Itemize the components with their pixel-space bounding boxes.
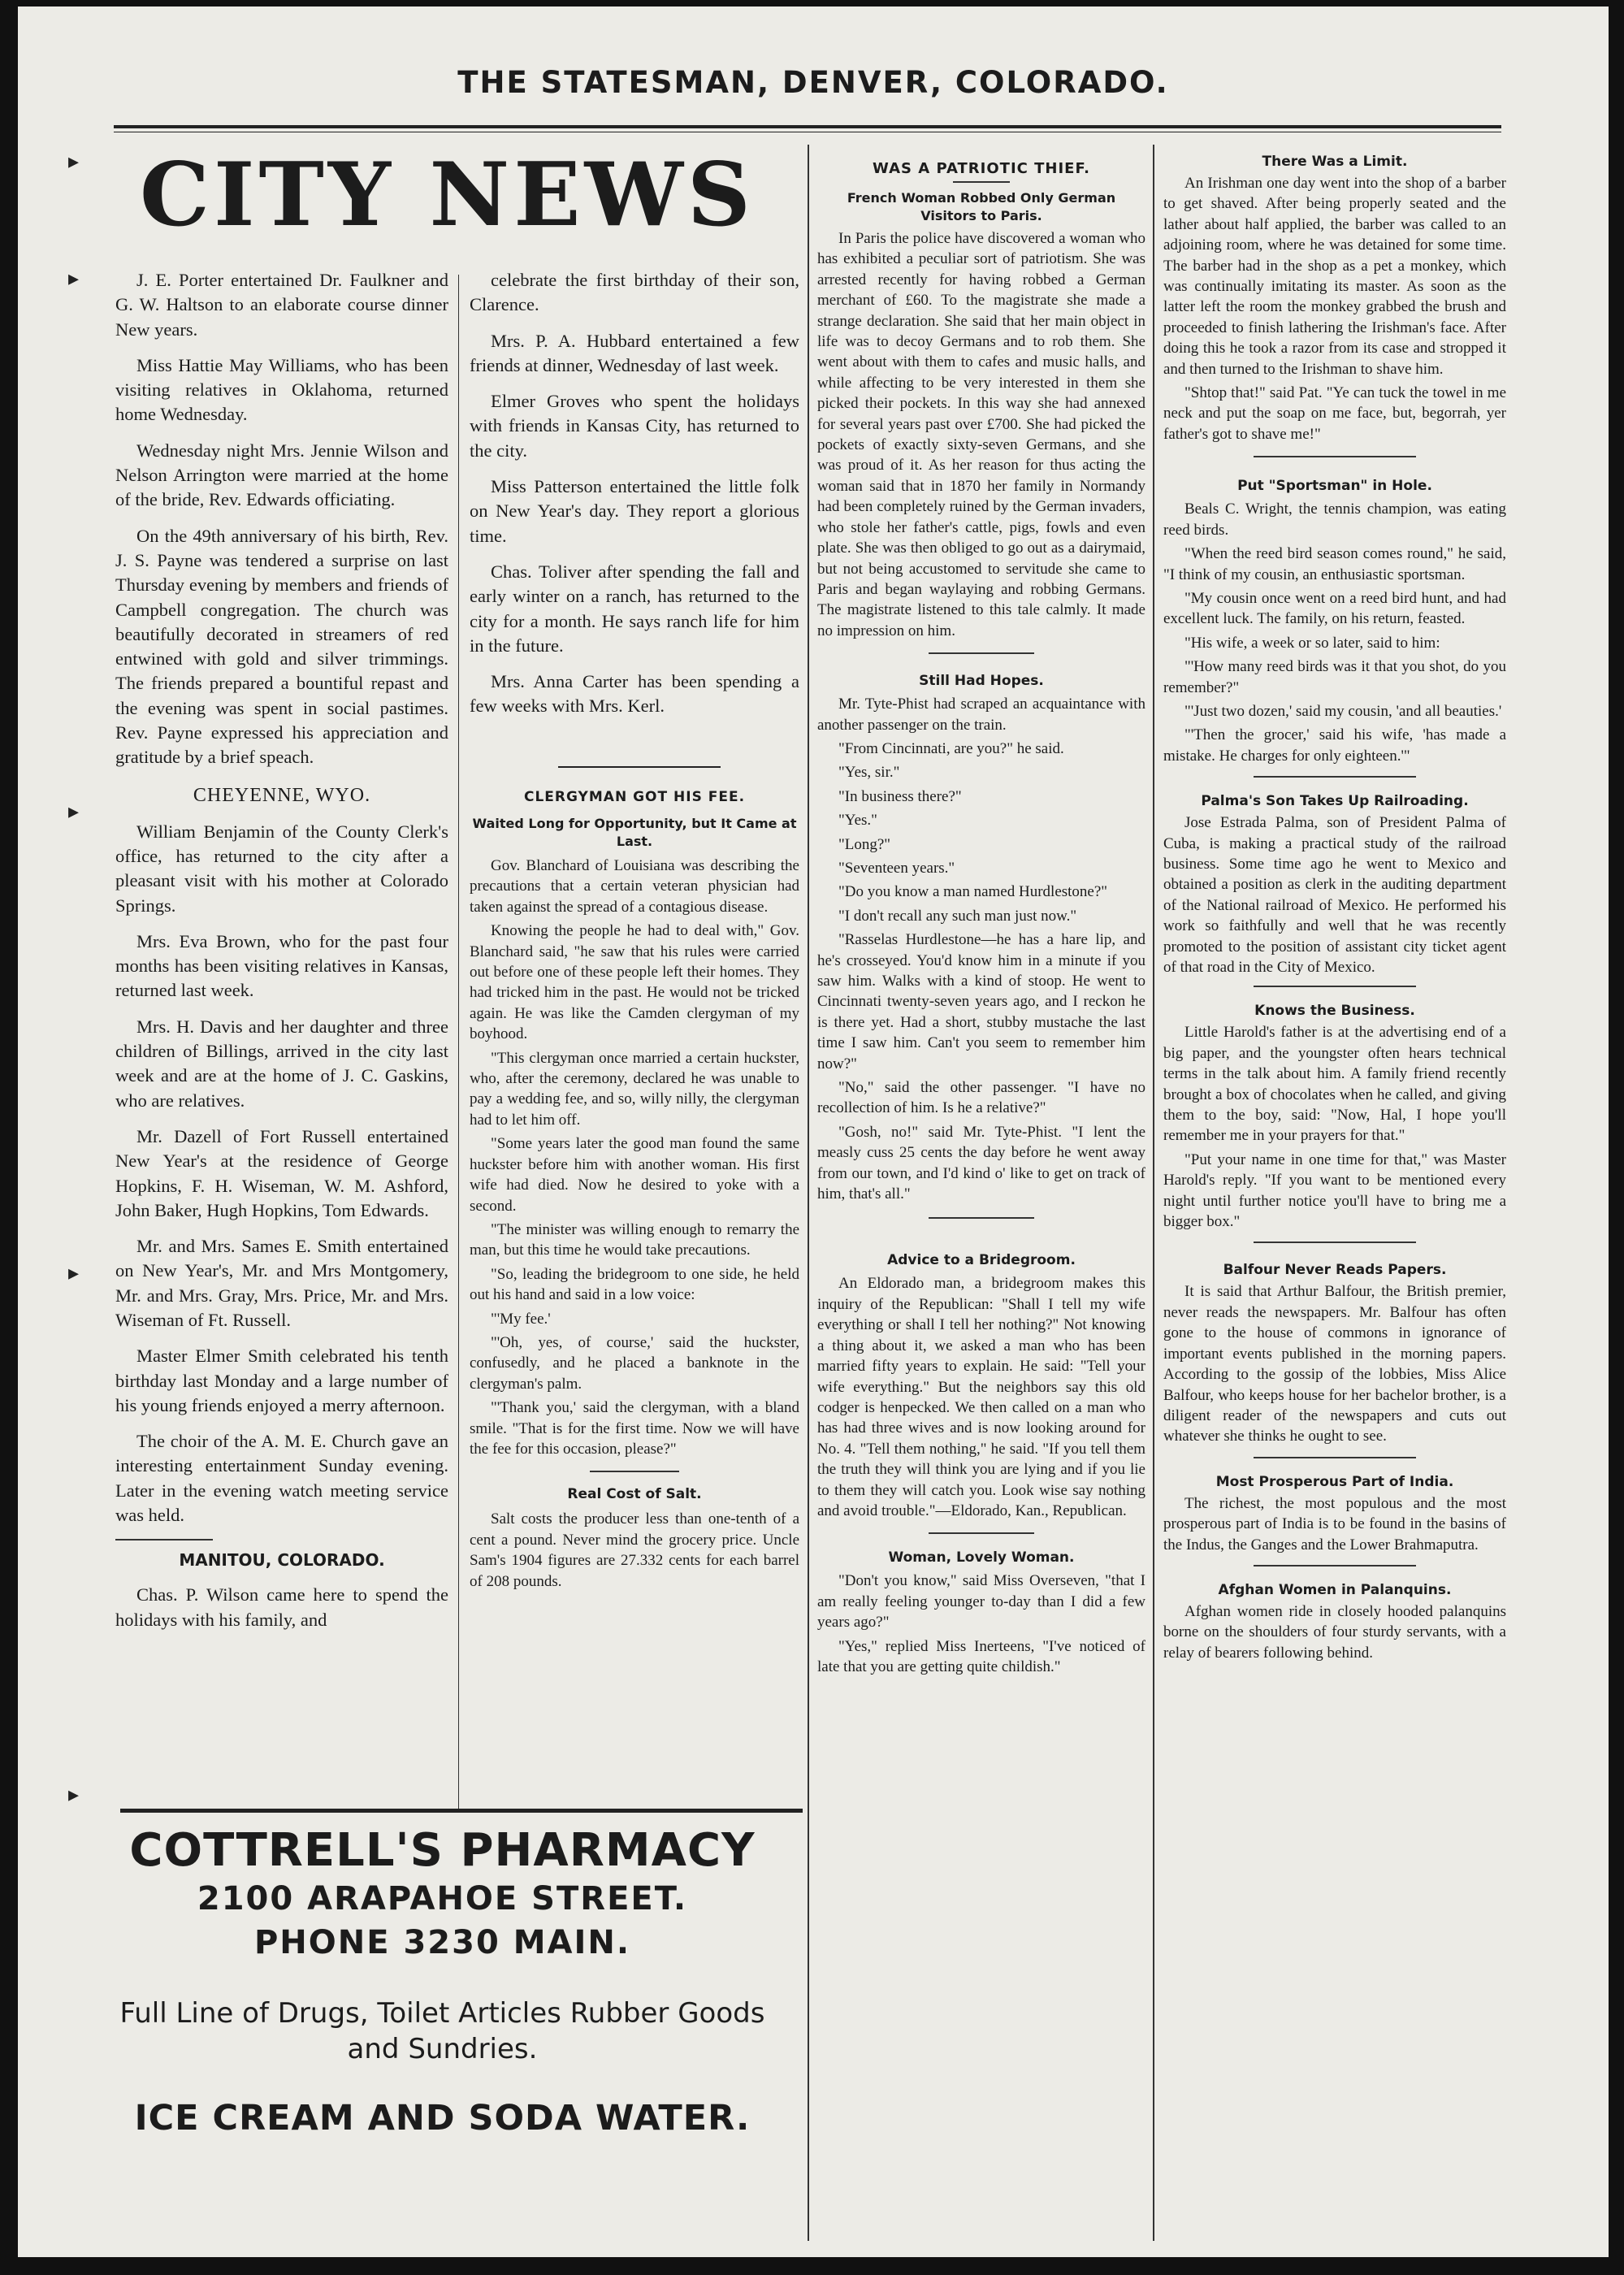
balfour-heading: Balfour Never Reads Papers.: [1223, 1262, 1447, 1279]
news-item: Mrs. H. Davis and her daughter and three children of Billings, arrived in the city last week and are at the home of J. C. Gaskins, who are relatives.: [115, 1016, 448, 1111]
palma-heading: Palma's Son Takes Up Railroading.: [1201, 793, 1469, 810]
news-item: Mrs. Anna Carter has been spending a few weeks with Mrs. Kerl.: [470, 671, 799, 717]
divider: [1254, 456, 1416, 457]
city-news-items: [115, 268, 448, 770]
patriotic-heading: WAS A PATRIOTIC THIEF.: [873, 160, 1090, 177]
story-paragraph: Salt costs the producer less than one-tenth of a cent a pound. Never mind the grocery price. Uncle Sam's 1904 figures are 27.332 cents for each barrel of 208 pounds.: [470, 1510, 799, 1590]
ad-footer: ICE CREAM AND SODA WATER.: [134, 2098, 751, 2138]
patriotic-subheading: French Woman Robbed Only German Visitors to Paris.: [847, 190, 1116, 223]
divider: [1254, 776, 1416, 778]
divider: [1254, 1565, 1416, 1566]
story-paragraph: Little Harold's father is at the advertising end of a big paper, and the youngster often hears technical terms in the talk about him. A family friend recently brought a box of chocolates when he called, and giving them to the boy, said: "Now, Hal, I hope you'll remember me in your prayers for that.": [1163, 1024, 1506, 1145]
story-paragraph: It is said that Arthur Balfour, the British premier, never reads the newspapers. Mr. Balfour has often gone to the house of commons in ignorance of important events published in the morning papers. According to the gossip of the lobbies, Miss Alice Balfour, who keeps house for her bachelor brother, is a diligent reader of the newspapers and cuts out whatever she thinks he ought to see.: [1163, 1283, 1506, 1445]
column-4: [1163, 153, 1506, 2241]
salt-heading: Real Cost of Salt.: [567, 1486, 702, 1503]
hopes-heading: Still Had Hopes.: [919, 673, 1044, 690]
story-paragraph: "Do you know a man named Hurdlestone?": [838, 883, 1108, 901]
manitou-heading: MANITOU, COLORADO.: [179, 1550, 385, 1571]
divider: [558, 766, 721, 768]
divider: [115, 1539, 213, 1540]
city-news-column-2: [470, 268, 799, 764]
story-paragraph: Knowing the people he had to deal with," Gov. Blanchard said, "he saw that his rules were carried out before one of these people left their homes. They had tricked him in the past. He would not be tricked again. He was like the Camden clergyman of my boyhood.: [470, 922, 799, 1043]
story-paragraph: "In business there?": [838, 787, 962, 805]
sportsman-heading: Put "Sportsman" in Hole.: [1237, 478, 1432, 495]
margin-mark: ▸: [68, 266, 80, 291]
story-paragraph: "Long?": [838, 835, 891, 853]
column-rule-city: [458, 275, 459, 1810]
story-paragraph: "Shtop that!" said Pat. "Ye can tuck the towel in me neck and put the soap on me face, but, begorrah, yer father's got to shave me!": [1163, 384, 1506, 443]
ad-phone: PHONE 3230 MAIN.: [253, 1924, 631, 1961]
story-paragraph: An Irishman one day went into the shop of a barber to get shaved. After being properly seated and the lather about half applied, the barber was called to an adjoining room, where he was detained for some time. The barber had in the shop as a pet a monkey, which was continually imitating its master. As soon as the latter left the room the monkey grabbed the brush and proceeded to finish lathering the Irishman's face. After doing this he took a razor from its case and stropped it and then turned to the Irishman to shave him.: [1163, 175, 1506, 378]
india-heading: Most Prosperous Part of India.: [1215, 1473, 1454, 1490]
margin-mark: ▸: [68, 1261, 80, 1285]
news-item: Mr. Dazell of Fort Russell entertained New Year's at the residence of George Hopkins, F. H. Wiseman, W. M. Ashford, John Baker, Hugh Hopkins, Tom Edwards.: [115, 1125, 448, 1220]
story-paragraph: "Yes, sir.": [838, 764, 900, 782]
cheyenne-heading: CHEYENNE, WYO.: [193, 784, 371, 806]
story-paragraph: "My cousin once went on a reed bird hunt, and had excellent luck. The family, on his return, feasted.: [1163, 589, 1506, 628]
news-item: William Benjamin of the County Clerk's office, has returned to the city after a pleasant visit with his mother at Colorado Springs.: [115, 821, 448, 916]
woman-heading: Woman, Lovely Woman.: [888, 1549, 1075, 1566]
divider: [929, 652, 1034, 654]
clergyman-story: [470, 788, 799, 1808]
news-item: The choir of the A. M. E. Church gave an interesting entertainment Sunday evening. Later in the evening watch meeting service was held.: [115, 1431, 448, 1526]
story-paragraph: "'How many reed birds was it that you shot, do you remember?": [1163, 658, 1506, 696]
news-item: Miss Patterson entertained the little folk on New Year's day. They report a glorious time.: [470, 476, 799, 546]
divider: [1254, 1457, 1416, 1458]
news-item: Mrs. P. A. Hubbard entertained a few friends at dinner, Wednesday of last week.: [470, 330, 799, 375]
city-news-column-1: [115, 268, 448, 1808]
story-paragraph: "When the reed bird season comes round," he said, "I think of my cousin, an enthusiastic sportsman.: [1163, 545, 1506, 583]
story-paragraph: "Yes.": [838, 812, 877, 830]
story-paragraph: "Put your name in one time for that," was Master Harold's reply. "If you want to be mentioned every night until further notice you'll have to bring me a bigger box.": [1163, 1150, 1506, 1231]
limit-heading: There Was a Limit.: [1262, 154, 1408, 170]
story-paragraph: Afghan women ride in closely hooded palanquins borne on the shoulders of four sturdy servants, with a relay of bearers following behind.: [1163, 1602, 1506, 1662]
ad-top-rule: [120, 1809, 803, 1813]
news-item: Miss Hattie May Williams, who has been visiting relatives in Oklahoma, returned home Wednesday.: [115, 354, 448, 425]
news-item: J. E. Porter entertained Dr. Faulkner and G. W. Haltson to an elaborate course dinner New years.: [115, 270, 448, 340]
news-item: Master Elmer Smith celebrated his tenth birthday last Monday and a large number of his young friends enjoyed a merry afternoon.: [115, 1346, 448, 1415]
divider: [929, 1217, 1034, 1219]
divider: [953, 181, 1010, 183]
news-item: celebrate the first birthday of their son, Clarence.: [470, 270, 799, 315]
story-paragraph: "The minister was willing enough to remarry the man, but this time he would take precautions.: [470, 1220, 799, 1259]
story-paragraph: "Rasselas Hurdlestone—he has a hare lip, and he's crosseyed. You'd know him in a minute if you saw him. Walks with a kind of stoop. He went to Cincinnati twenty-seven years ago, and I reckon he is there yet. Had a short, stubby mustache the last time I saw him. Can't you seem to remember him now?": [817, 931, 1145, 1072]
ad-pharmacy-name: COTTRELL'S PHARMACY: [129, 1824, 756, 1877]
story-paragraph: "No," said the other passenger. "I have no recollection of him. Is he a relative?": [817, 1079, 1145, 1117]
story-paragraph: The richest, the most populous and the most prosperous part of India is to be found in the basins of the Indus, the Ganges and the Lower Brahmaputra.: [1163, 1494, 1506, 1554]
margin-mark: ▸: [68, 800, 80, 824]
pharmacy-ad: [99, 1825, 786, 2140]
news-item: Chas. Toliver after spending the fall and early winter on a ranch, has returned to the city for a month. He says ranch life for him in the future.: [470, 561, 799, 656]
story-paragraph: "So, leading the bridegroom to one side, he held out his hand and said in a low voice:: [470, 1265, 799, 1304]
masthead-rule: [114, 125, 1501, 128]
ad-address: 2100 ARAPAHOE STREET.: [197, 1880, 688, 1918]
story-paragraph: Gov. Blanchard of Louisiana was describing the precautions that a certain veteran physician had taken against the spread of a contagious disease.: [470, 857, 799, 916]
story-paragraph: "Some years later the good man found the same huckster before him with another woman. His first wife had died. Now he desired to yoke with a second.: [470, 1135, 799, 1215]
divider: [1254, 986, 1416, 987]
story-paragraph: "'My fee.': [491, 1310, 551, 1328]
story-paragraph: "'Thank you,' said the clergyman, with a bland smile. "That is for the first time. Now we will have the fee for this occasion, please?": [470, 1399, 799, 1458]
column-3: [817, 159, 1145, 2239]
story-paragraph: "'Just two dozen,' said my cousin, 'and all beauties.': [1184, 702, 1502, 720]
story-paragraph: "This clergyman once married a certain huckster, who, after the ceremony, declared he was unable to pay a wedding fee, and so, willy nilly, the clergyman had to let him off.: [470, 1049, 799, 1129]
news-item: Elmer Groves who spent the holidays with friends in Kansas City, has returned to the city.: [470, 391, 799, 461]
afghan-heading: Afghan Women in Palanquins.: [1218, 1581, 1452, 1598]
story-paragraph: "'Then the grocer,' said his wife, 'has made a mistake. He charges for only eighteen.'": [1163, 726, 1506, 765]
news-item: Chas. P. Wilson came here to spend the holidays with his family, and: [115, 1584, 448, 1630]
margin-mark: ▸: [68, 150, 80, 174]
news-item: On the 49th anniversary of his birth, Rev. J. S. Payne was tendered a surprise on last Thursday evening by members and friends of Campbell congregation. The church was beautifully decorated in streamers of red entwined with gold and silver trimmings. The friends prepared a bountiful repast and the evening was spent in social pastimes. Rev. Payne expressed his appreciation and gratitude by a brief speach.: [115, 525, 448, 768]
story-paragraph: "His wife, a week or so later, said to him:: [1184, 634, 1440, 652]
story-paragraph: In Paris the police have discovered a woman who has exhibited a peculiar sort of patriotism. She was arrested recently for having robbed a German merchant of £60. To the magistrate she made a strange declaration. She said that her main object in life was to decoy Germans and to rob them. She went about with them to cafes and music halls, and while affecting to be very interested in them she picked their pockets. In this way she had annexed for several years past over £700. She had picked the pockets of exactly sixty-seven Germans, and she was proud of it. As her reason for thus acting the woman said that in 1870 her family in Normandy had been completely ruined by the German invaders, who stole her father's cattle, pigs, fowls and even plate. She was then obliged to go out as a dairymaid, but not being accustomed to servitude she came to Paris and began waylaying and robbing Germans. The magistrate listened to this tale calmly. It made no impression on him.: [817, 230, 1145, 639]
clergyman-heading: CLERGYMAN GOT HIS FEE.: [523, 789, 746, 805]
story-paragraph: "From Cincinnati, are you?" he said.: [838, 739, 1064, 757]
story-paragraph: Beals C. Wright, the tennis champion, was eating reed birds.: [1163, 500, 1506, 539]
story-paragraph: "Don't you know," said Miss Overseven, "that I am really feeling younger to-day than I did a few years ago?": [817, 1572, 1145, 1632]
ad-description: Full Line of Drugs, Toilet Articles Rubber Goods and Sundries.: [119, 1997, 765, 2065]
story-paragraph: Mr. Tyte-Phist had scraped an acquaintance with another passenger on the train.: [817, 696, 1145, 734]
story-paragraph: "Gosh, no!" said Mr. Tyte-Phist. "I lent the measly cuss 25 cents the day before he went away from our town, and I'd kind o' like to get on track of him, that's all.": [817, 1123, 1145, 1203]
story-paragraph: "'Oh, yes, of course,' said the huckster, confusedly, and he placed a banknote in the clergyman's palm.: [470, 1333, 799, 1393]
column-rule-1: [808, 145, 809, 2241]
story-paragraph: "Seventeen years.": [838, 859, 955, 877]
bridegroom-heading: Advice to a Bridegroom.: [887, 1252, 1076, 1269]
divider: [929, 1532, 1034, 1534]
news-item: Mrs. Eva Brown, who for the past four months has been visiting relatives in Kansas, returned last week.: [115, 930, 448, 1001]
business-heading: Knows the Business.: [1254, 1003, 1415, 1020]
masthead: THE STATESMAN, DENVER, COLORADO.: [457, 65, 1169, 100]
story-paragraph: An Eldorado man, a bridegroom makes this inquiry of the Republican: "Shall I tell my wife everything or shall I tell her nothing?" Not knowing a thing about it, we asked a man who has been married fifty years to explain. He said: "Tell your wife everything." But the neighbors say this old codger is henpecked. We then called on a man who has had three wives and is now looking around for No. 4. "Tell them nothing," he said. "If you tell them the truth they will think you are lying and if you lie to them they will catch you. Look wise say nothing and avoid trouble."—Eldorado, Kan., Republican.: [817, 1275, 1145, 1519]
story-paragraph: "Yes," replied Miss Inerteens, "I've noticed of late that you are getting quite childish.": [817, 1637, 1145, 1675]
story-paragraph: Jose Estrada Palma, son of President Palma of Cuba, is making a practical study of the railroad business. Some time ago he went to Mexico and obtained a position as clerk in the auditing department of the National railroad of Mexico. He performed his work so faithfully and well that he was recently promoted to the position of assistant city ticket agent of that road in the City of Mexico.: [1163, 814, 1506, 976]
city-news-title: CITY NEWS: [140, 144, 755, 246]
divider: [590, 1471, 679, 1472]
newspaper-page: [18, 6, 1609, 2257]
story-paragraph: "I don't recall any such man just now.": [838, 907, 1077, 925]
margin-mark: ▸: [68, 1783, 80, 1807]
column-rule-2: [1153, 145, 1154, 2241]
news-item: Mr. and Mrs. Sames E. Smith entertained on New Year's, Mr. and Mrs Montgomery, Mr. and Mrs. Gray, Mrs. Price, Mr. and Mrs. Wiseman of Ft. Russell.: [115, 1236, 448, 1330]
divider: [1254, 1242, 1416, 1243]
clergyman-subheading: Waited Long for Opportunity, but It Came at Last.: [472, 816, 797, 849]
news-item: Wednesday night Mrs. Jennie Wilson and Nelson Arrington were married at the home of the bride, Rev. Edwards officiating.: [115, 440, 448, 510]
